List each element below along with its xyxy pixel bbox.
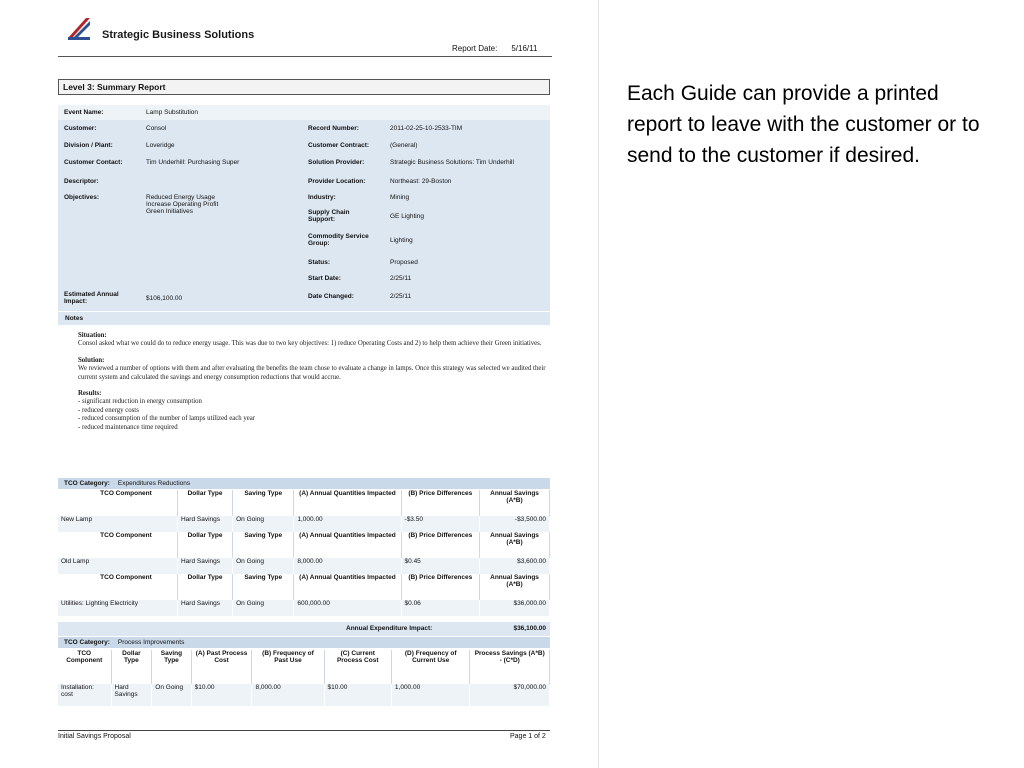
report-date-value: 5/16/11 <box>511 44 538 53</box>
table-cell: $36,000.00 <box>480 600 550 616</box>
table-cell: Installation: cost <box>58 684 111 706</box>
table-cell: Old Lamp <box>58 558 177 574</box>
annual-expenditure-impact <box>58 622 550 636</box>
table-cell: $70,000.00 <box>470 684 550 706</box>
summary-right-field-value: GE Lighting <box>390 213 424 220</box>
table-cell: On Going <box>233 600 294 616</box>
table-header-row <box>58 532 550 558</box>
summary-right-field-label: Provider Location: <box>308 178 366 185</box>
summary-left-field-value: $106,100.00 <box>146 295 183 302</box>
tco-category-value: Expenditures Reductions <box>117 480 191 487</box>
results-heading: Results: <box>78 390 102 398</box>
column-header: Saving Type <box>152 650 191 684</box>
tco-category-bar <box>58 478 550 489</box>
column-header: Dollar Type <box>177 532 232 558</box>
footer-divider <box>58 730 550 731</box>
summary-right-field-label: Status: <box>308 259 331 266</box>
column-header: Saving Type <box>233 574 294 600</box>
summary-left-field-label: Customer Contact: <box>64 159 123 166</box>
summary-right-field-label: Industry: <box>308 194 336 201</box>
summary-right-field-value: 2/25/11 <box>390 293 412 300</box>
summary-right-field-value: Northeast: 29-Boston <box>390 178 452 185</box>
summary-left-field-label: Objectives: <box>64 194 100 201</box>
column-header: Dollar Type <box>177 490 232 516</box>
summary-right-field-label: Supply Chain Support: <box>308 209 350 223</box>
table-row <box>58 516 550 532</box>
column-header: Annual Savings (A*B) <box>480 532 550 558</box>
results-item: - significant reduction in energy consumption <box>78 398 202 406</box>
column-header: (A) Annual Quantities Impacted <box>294 532 401 558</box>
table-cell: 600,000.00 <box>294 600 401 616</box>
summary-left-field-label: Customer: <box>64 125 97 132</box>
table-row <box>58 684 550 706</box>
table-cell: 8,000.00 <box>294 558 401 574</box>
table-cell: -$3.50 <box>401 516 480 532</box>
summary-left-field-value: Tim Underhill: Purchasing Super <box>146 159 240 166</box>
summary-left-field-value: Reduced Energy Usage Increase Operating Profit Green Initiatives <box>146 194 219 215</box>
column-header: Annual Savings (A*B) <box>480 574 550 600</box>
notes-header <box>58 312 550 325</box>
summary-right-field-value: Mining <box>390 194 410 201</box>
column-header: Saving Type <box>233 490 294 516</box>
summary-block <box>58 105 550 311</box>
company-logo-icon <box>66 16 92 42</box>
summary-left-field-value: Consol <box>146 125 167 132</box>
solution-heading: Solution: <box>78 356 105 364</box>
table-cell: Utilities: Lighting Electricity <box>58 600 177 616</box>
column-header: TCO Component <box>58 490 177 516</box>
annual-impact-value: $36,100.00 <box>513 625 546 632</box>
summary-right-field-label: Commodity Service Group: <box>308 233 369 247</box>
summary-right-field-label: Solution Provider: <box>308 159 365 166</box>
table-row <box>58 558 550 574</box>
column-header: TCO Component <box>58 532 177 558</box>
results-item: - reduced maintenance time required <box>78 423 178 431</box>
notes-label: Notes <box>65 315 84 322</box>
report-date-label: Report Date: <box>452 44 498 53</box>
summary-right-field-label: Customer Contract: <box>308 142 370 149</box>
report-date <box>452 44 537 53</box>
summary-right-field-value: Proposed <box>390 259 418 266</box>
table-cell: On Going <box>233 558 294 574</box>
table-cell: On Going <box>233 516 294 532</box>
annual-impact-label: Annual Expenditure Impact: <box>346 625 433 632</box>
summary-left-field-label: Descriptor: <box>64 178 99 185</box>
summary-right-field-label: Date Changed: <box>308 293 354 300</box>
tco-category-value: Process Improvements <box>117 639 185 646</box>
table-header-row <box>58 574 550 600</box>
event-name-label: Event Name: <box>64 109 104 116</box>
summary-right-field-value: Lighting <box>390 237 413 244</box>
summary-right-field-value: 2/25/11 <box>390 275 412 282</box>
column-header: (A) Annual Quantities Impacted <box>294 574 401 600</box>
report-title: Level 3: Summary Report <box>58 79 550 95</box>
situation-heading: Situation: <box>78 332 107 339</box>
footer-left: Initial Savings Proposal <box>58 733 131 740</box>
tco-process-table <box>58 650 550 706</box>
column-header: Dollar Type <box>111 650 152 684</box>
tco-category-label: TCO Category: <box>64 480 110 487</box>
table-row <box>58 600 550 616</box>
company-name: Strategic Business Solutions <box>102 29 255 41</box>
summary-right-field-value: 2011-02-25-10-2533-TIM <box>390 125 463 132</box>
tco-category-label: TCO Category: <box>64 639 110 646</box>
table-cell: -$3,500.00 <box>480 516 550 532</box>
column-header: (A) Annual Quantities Impacted <box>294 490 401 516</box>
column-header: TCO Component <box>58 650 111 684</box>
column-header: Saving Type <box>233 532 294 558</box>
summary-right-field-value: (General) <box>390 142 418 149</box>
table-cell: New Lamp <box>58 516 177 532</box>
table-cell: 1,000.00 <box>391 684 470 706</box>
column-header: (B) Frequency of Past Use <box>252 650 324 684</box>
table-cell: Hard Savings <box>177 558 232 574</box>
column-header: (B) Price Differences <box>401 532 480 558</box>
column-header: (A) Past Process Cost <box>191 650 252 684</box>
table-cell: $3,600.00 <box>480 558 550 574</box>
column-header: (D) Frequency of Current Use <box>391 650 470 684</box>
situation-text: Consol asked what we could do to reduce energy usage. This was due to two key objectives: 1) reduce Operating Costs and 2) to help them achieve their Green initiatives. <box>78 340 542 348</box>
table-cell: $10.00 <box>324 684 391 706</box>
table-cell: 8,000.00 <box>252 684 324 706</box>
table-cell: Hard Savings <box>177 600 232 616</box>
column-header: (B) Price Differences <box>401 574 480 600</box>
event-name-value: Lamp Substitution <box>146 109 199 116</box>
column-header: Annual Savings (A*B) <box>480 490 550 516</box>
summary-right-field-label: Record Number: <box>308 125 359 132</box>
slide-caption: Each Guide can provide a printed report to leave with the customer or to send to the customer if desired. <box>627 82 980 167</box>
table-cell: $0.45 <box>401 558 480 574</box>
table-cell: Hard Savings <box>111 684 152 706</box>
notes-body <box>78 332 548 432</box>
column-header: TCO Component <box>58 574 177 600</box>
tco-category-bar <box>58 637 550 648</box>
table-cell: Hard Savings <box>177 516 232 532</box>
table-cell: 1,000.00 <box>294 516 401 532</box>
summary-right-field-value: Strategic Business Solutions: Tim Underhill <box>390 159 514 166</box>
event-row <box>58 105 550 120</box>
summary-left-field-label: Estimated Annual Impact: <box>64 291 119 305</box>
solution-text: We reviewed a number of options with them and after evaluating the benefits the team chose to evaluate a change in lamps. Once this strategy was selected we audited their current system and calculated the savings and energy consumption reductions that would accrue. <box>78 365 546 381</box>
table-header-row <box>58 490 550 516</box>
results-item: - reduced energy costs <box>78 406 139 414</box>
summary-left-field-value: Loveridge <box>146 142 175 149</box>
summary-left-field-label: Division / Plant: <box>64 142 113 149</box>
table-cell: On Going <box>152 684 191 706</box>
column-header: (C) Current Process Cost <box>324 650 391 684</box>
table-cell: $10.00 <box>191 684 252 706</box>
table-cell: $0.06 <box>401 600 480 616</box>
column-header: (B) Price Differences <box>401 490 480 516</box>
summary-right-field-label: Start Date: <box>308 275 341 282</box>
results-item: - reduced consumption of the number of lamps utilized each year <box>78 415 256 423</box>
tco-expenditure-table <box>58 490 550 616</box>
footer-page-number: Page 1 of 2 <box>510 733 546 740</box>
column-header: Dollar Type <box>177 574 232 600</box>
column-header: Process Savings (A*B) - (C*D) <box>470 650 550 684</box>
table-header-row <box>58 650 550 684</box>
header-divider <box>58 56 552 57</box>
